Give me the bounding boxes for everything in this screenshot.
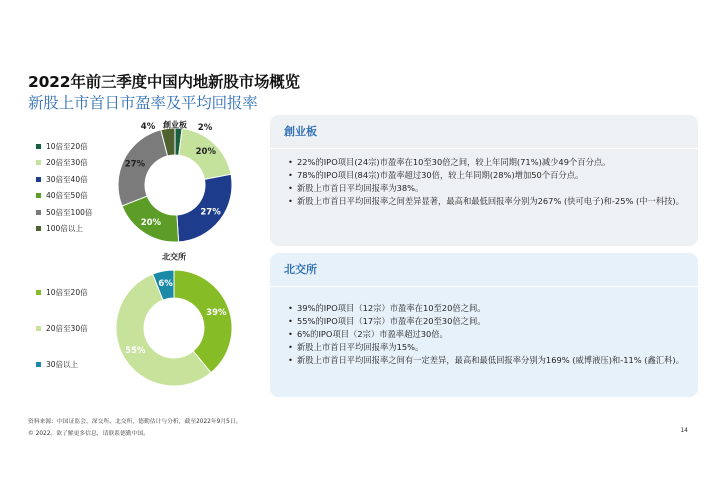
legend-item <box>36 221 92 238</box>
legend-swatch <box>36 326 41 331</box>
slice-label: 55% <box>125 345 146 356</box>
slice-label: 6% <box>158 278 173 289</box>
chart1-legend <box>36 138 92 237</box>
legend-swatch <box>36 144 41 149</box>
slice-label: 20% <box>140 217 162 228</box>
slice-label: 39% <box>206 307 227 318</box>
page-subtitle: 新股上市首日市盈率及平均回报率 <box>28 94 258 112</box>
legend-swatch <box>36 362 41 367</box>
legend-swatch <box>36 226 41 231</box>
legend-item <box>36 346 88 382</box>
legend-swatch <box>36 160 41 165</box>
page-number: 14 <box>680 427 688 434</box>
legend-item <box>36 155 92 172</box>
slice-label: 27% <box>200 207 221 218</box>
slice-label: 20% <box>195 147 216 158</box>
chart-title: 創业板 <box>163 120 187 130</box>
bullet-item: • 78%的IPO项目(84宗)市盈率超过30倍，较上年同期(28%)增加50个百分点。 <box>288 169 684 181</box>
panel-title: 創业板 <box>270 115 698 149</box>
legend-item <box>36 138 92 155</box>
legend-swatch <box>36 193 41 198</box>
legend-label: 40倍至50倍 <box>46 191 88 201</box>
legend-label: 20倍至30倍 <box>46 158 88 168</box>
slice-label: 2% <box>197 123 213 133</box>
slice-label: 27% <box>124 159 146 170</box>
legend-label: 20倍至30倍 <box>46 323 88 333</box>
panel-bse <box>270 253 698 397</box>
bullet-item: • 新股上市首日平均回报率为15%。 <box>288 341 684 353</box>
copyright-note: © 2022。欲了解更多信息，请联系德勤中国。 <box>28 431 149 437</box>
legend-item <box>36 204 92 221</box>
legend-label: 10倍至20倍 <box>46 141 88 151</box>
bullet-item: • 新股上市首日平均回报率之间差异显著，最高和最低回报率分别为267% (快可电子)和-25% (中一科技)。 <box>288 195 684 207</box>
slice-label: 4% <box>140 122 156 132</box>
legend-item <box>36 171 92 188</box>
source-note: 资料来源：中国证监会、深交所、北交所，德勤估计与分析，截至2022年9月5日。 <box>28 419 242 425</box>
bullet-item: • 6%的IPO项目（2宗）市盈率超过30倍。 <box>288 328 684 340</box>
legend-label: 10倍至20倍 <box>46 287 88 297</box>
legend-item <box>36 188 92 205</box>
chart2-legend <box>36 274 88 382</box>
legend-swatch <box>36 177 41 182</box>
panel-chinext <box>270 115 698 246</box>
page-title: 2022年前三季度中国内地新股市场概览 <box>28 73 300 91</box>
panel-title: 北交所 <box>270 253 698 287</box>
bullet-item: • 22%的IPO项目(24宗)市盈率在10至30倍之间，较上年同期(71%)减少49个百分点。 <box>288 156 684 168</box>
chart1-donut <box>110 118 250 248</box>
legend-item <box>36 310 88 346</box>
legend-item <box>36 274 88 310</box>
legend-label: 30倍以上 <box>46 359 79 369</box>
chart-title: 北交所 <box>162 252 186 262</box>
legend-label: 30倍至40倍 <box>46 174 88 184</box>
bullet-item: • 新股上市首日平均回报率为38%。 <box>288 182 684 194</box>
bullet-item: • 39%的IPO项目（12宗）市盈率在10至20倍之间。 <box>288 302 684 314</box>
chart2-donut <box>110 248 250 388</box>
bullet-item: • 55%的IPO项目（17宗）市盈率在20至30倍之间。 <box>288 315 684 327</box>
legend-swatch <box>36 210 41 215</box>
legend-label: 100倍以上 <box>46 224 83 234</box>
bullet-item: • 新股上市首日平均回报率之间有一定差异，最高和最低回报率分别为169% (威博液压)和-11% (鑫汇科)。 <box>288 354 684 366</box>
legend-label: 50倍至100倍 <box>46 207 93 217</box>
legend-swatch <box>36 290 41 295</box>
